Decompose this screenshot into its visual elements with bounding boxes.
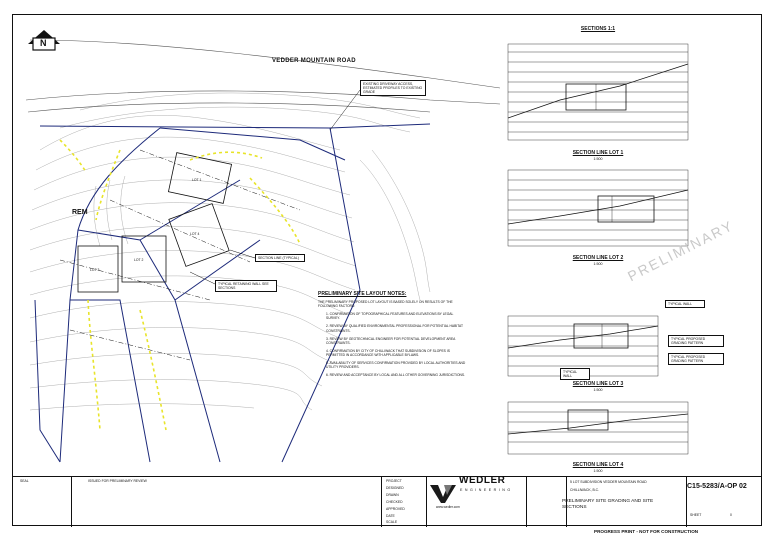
section-scale: 1:500: [593, 388, 603, 392]
callout-typical-wall: TYPICAL WALL: [665, 300, 705, 308]
tb-cell-revisions-label: [12, 477, 72, 527]
notes-intro: THE PRELIMINARY PROPOSED LOT LAYOUT IS BASED SOLELY ON RESULTS OF THE FOLLOWING FACTORS:: [318, 300, 453, 309]
note-item: 2. REVIEW BY QUALIFIED ENVIRONMENTAL PROFESSIONAL FOR POTENTIAL HABITAT CONSTRAINTS.: [326, 324, 463, 333]
note-item: 1. CONFIRMATION OF TOPOGRAPHICAL FEATURES AND ELEVATIONS BY LEGAL SURVEY.: [326, 312, 454, 321]
lot-label: LOT 4: [190, 232, 200, 236]
lot-label: LOT 2: [134, 258, 144, 262]
wedler-logo-icon: [430, 485, 460, 503]
section-title-lot-4: SECTION LINE LOT 4: [572, 462, 624, 468]
progress-print-footer: PROGRESS PRINT - NOT FOR CONSTRUCTION: [594, 529, 699, 534]
callout-proposed-grading-a: TYPICAL PROPOSED GRADING PATTERN: [668, 335, 724, 347]
note-item: 6. REVIEW AND ACCEPTANCE BY LOCAL AND ALL OTHER GOVERNING JURISDICTIONS.: [326, 373, 466, 378]
seal-label: SEAL: [20, 479, 29, 483]
preliminary-watermark: PRELIMINARY: [625, 217, 737, 285]
note-item: 3. REVIEW BY GEOTECHNICAL ENGINEER FOR POTENTIAL DEVELOPMENT AREA CONSTRAINTS.: [326, 336, 456, 345]
drawing-title: PRELIMINARY SITE GRADING AND SITE SECTIONS: [562, 499, 654, 510]
callout-proposed-grading-b: TYPICAL PROPOSED GRADING PATTERN: [668, 353, 724, 365]
project-name: 5 LOT SUBDIVISION VEDDER MOUNTAIN ROAD: [570, 480, 647, 484]
note-item: 5. AVAILABILITY OF SERVICES CONFIRMATION PROVIDED BY LOCAL AUTHORITIES AND UTILITY PROVIDERS.: [326, 361, 466, 370]
section-title-lot-2: SECTION LINE LOT 2: [572, 255, 624, 261]
callout-typical-wall-lower: TYPICAL WALL: [560, 368, 590, 380]
road-edges: [26, 40, 500, 112]
callout-retaining-wall: TYPICAL RETAINING WALL SEE SECTIONS: [215, 280, 277, 292]
section-profiles: [508, 44, 688, 454]
tb-label: APPROVED: [386, 507, 405, 511]
project-location: CHILLIWACK, B.C.: [570, 488, 600, 492]
revision-number: 0: [730, 513, 732, 517]
section-title-lot-1: SECTION LINE LOT 1: [572, 150, 624, 156]
drawing-number: C15-5283/A-OP 02: [687, 483, 747, 490]
logo-subtitle: ENGINEERING: [460, 488, 513, 492]
tb-cell-legend: [527, 477, 567, 527]
tb-cell-revisions: [72, 477, 382, 527]
sections-heading: SECTIONS 1:1: [580, 26, 616, 32]
lot-label: LOT 1: [192, 178, 202, 182]
revision-header: ISSUED FOR PRELIMINARY REVIEW: [88, 479, 147, 483]
logo-url: www.wedler.com: [436, 505, 460, 509]
tb-label: CHECKED: [386, 500, 403, 504]
remainder-label: REM: [72, 209, 88, 216]
tb-label: DRAWN: [386, 493, 399, 497]
lot-label: LOT 3: [90, 268, 100, 272]
callout-driveway: EXISTING DRIVEWAY ACCESS, ESTIMATED PROFILES TO EXISTING GRADE: [360, 80, 426, 96]
notes-title: PRELIMINARY SITE LAYOUT NOTES:: [318, 291, 407, 297]
section-scale: 1:500: [593, 262, 603, 266]
site-layout-notes: [318, 292, 468, 381]
section-scale: 1:500: [593, 157, 603, 161]
road-label: VEDDER MOUNTAIN ROAD: [272, 58, 356, 64]
tb-label: DESIGNED: [386, 486, 404, 490]
tb-label: SCALE: [386, 520, 398, 524]
callout-section-line: SECTION LINE (TYPICAL): [255, 254, 305, 262]
tb-label: DATE: [386, 514, 395, 518]
section-scale: 1:500: [593, 469, 603, 473]
section-title-lot-3: SECTION LINE LOT 3: [572, 381, 624, 387]
sheet-label: SHEET: [690, 513, 702, 517]
north-arrow-letter: N: [40, 38, 47, 48]
note-item: 4. CONFIRMATION BY CITY OF CHILLIWACK THAT SUBDIVISION OF SLOPES IS PERMITTED IN ACCORDANCE WITH APPLICABLE BYLAWS.: [326, 348, 450, 357]
logo-name: WEDLER: [459, 475, 506, 486]
tb-label: PROJECT: [386, 479, 402, 483]
